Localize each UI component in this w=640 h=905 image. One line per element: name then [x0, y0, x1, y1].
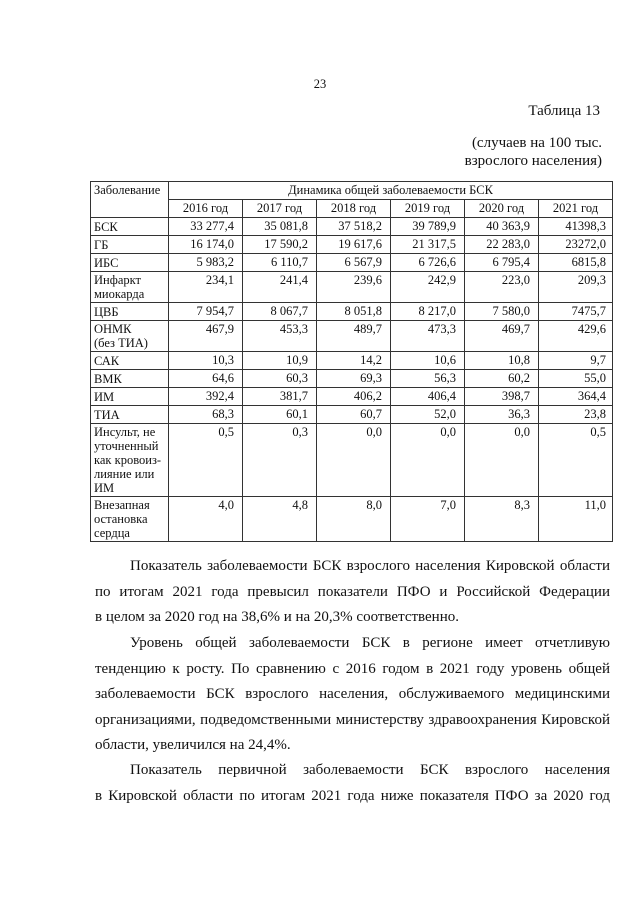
value-cell: 23,8 — [539, 406, 613, 424]
disease-name — [91, 303, 169, 321]
disease-name — [91, 497, 169, 542]
units-line-1: (случаев на 100 тыс. — [471, 135, 602, 151]
disease-name-line: САК — [94, 353, 120, 368]
disease-name-line: ЦВБ — [94, 304, 119, 319]
value-cell: 0,0 — [317, 424, 391, 497]
table-row — [91, 352, 613, 370]
header-year: 2017 год — [243, 200, 317, 218]
value-cell: 241,4 — [243, 272, 317, 303]
value-cell: 60,1 — [243, 406, 317, 424]
value-cell: 23272,0 — [539, 236, 613, 254]
disease-name-line: Инсульт, не — [94, 425, 156, 439]
value-cell: 19 617,6 — [317, 236, 391, 254]
value-cell: 0,5 — [169, 424, 243, 497]
disease-name-line: ИБС — [94, 255, 119, 270]
disease-name-line: миокарда — [94, 287, 145, 301]
disease-name — [91, 370, 169, 388]
table-row — [91, 218, 613, 236]
value-cell: 6 110,7 — [243, 254, 317, 272]
value-cell: 429,6 — [539, 321, 613, 352]
value-cell: 22 283,0 — [465, 236, 539, 254]
value-cell: 7 954,7 — [169, 303, 243, 321]
value-cell: 68,3 — [169, 406, 243, 424]
value-cell: 64,6 — [169, 370, 243, 388]
value-cell: 60,3 — [243, 370, 317, 388]
value-cell: 209,3 — [539, 272, 613, 303]
header-dynamics: Динамика общей заболеваемости БСК — [169, 182, 613, 200]
value-cell: 11,0 — [539, 497, 613, 542]
value-cell: 40 363,9 — [465, 218, 539, 236]
value-cell: 7,0 — [391, 497, 465, 542]
table-row — [91, 424, 613, 497]
value-cell: 469,7 — [465, 321, 539, 352]
paragraph-line: области, увеличился на 24,4%. — [95, 737, 291, 753]
disease-name-line: БСК — [94, 219, 118, 234]
disease-name-line: ИМ — [94, 389, 115, 404]
value-cell: 8,3 — [465, 497, 539, 542]
value-cell: 4,0 — [169, 497, 243, 542]
value-cell: 381,7 — [243, 388, 317, 406]
units-line-2: взрослого населения) — [464, 153, 602, 169]
disease-name-line: ОНМК — [94, 322, 132, 336]
value-cell: 6 726,6 — [391, 254, 465, 272]
value-cell: 398,7 — [465, 388, 539, 406]
disease-name — [91, 388, 169, 406]
disease-name — [91, 352, 169, 370]
disease-name — [91, 218, 169, 236]
disease-name-line: Инфаркт — [94, 273, 141, 287]
table-row — [91, 236, 613, 254]
header-disease: Заболевание — [91, 182, 169, 218]
value-cell: 37 518,2 — [317, 218, 391, 236]
table-row — [91, 254, 613, 272]
value-cell: 223,0 — [465, 272, 539, 303]
value-cell: 33 277,4 — [169, 218, 243, 236]
value-cell: 10,6 — [391, 352, 465, 370]
disease-name-line: сердца — [94, 526, 130, 540]
table-row — [91, 303, 613, 321]
value-cell: 10,3 — [169, 352, 243, 370]
disease-name-line: ИМ — [94, 481, 115, 495]
paragraph-line: по итогам 2021 года превысил показатели ПФО и Российской Федерации — [95, 583, 610, 600]
paragraph-line: организациями, подведомственными министерству здравоохранения Кировской — [95, 711, 610, 728]
disease-name — [91, 236, 169, 254]
paragraph-line — [95, 631, 610, 657]
value-cell: 7475,7 — [539, 303, 613, 321]
value-cell: 242,9 — [391, 272, 465, 303]
disease-name-line: ГБ — [94, 237, 109, 252]
value-cell: 41398,3 — [539, 218, 613, 236]
table-row — [91, 497, 613, 542]
value-cell: 0,3 — [243, 424, 317, 497]
value-cell: 392,4 — [169, 388, 243, 406]
value-cell: 364,4 — [539, 388, 613, 406]
disease-name-line: уточненный — [94, 439, 159, 453]
disease-name-line: (без ТИА) — [94, 336, 148, 350]
paragraph-line: тенденцию к росту. По сравнению с 2016 годом в 2021 году уровень общей — [95, 660, 610, 677]
disease-name-line: ВМК — [94, 371, 122, 386]
paragraph-line: заболеваемости БСК взрослого населения, обслуживаемого медицинскими — [95, 686, 610, 702]
value-cell: 10,8 — [465, 352, 539, 370]
value-cell: 473,3 — [391, 321, 465, 352]
header-year: 2021 год — [539, 200, 613, 218]
table-label: Таблица 13 — [528, 103, 600, 119]
value-cell: 17 590,2 — [243, 236, 317, 254]
value-cell: 52,0 — [391, 406, 465, 424]
value-cell: 239,6 — [317, 272, 391, 303]
value-cell: 60,2 — [465, 370, 539, 388]
paragraph-1 — [95, 554, 610, 631]
value-cell: 4,8 — [243, 497, 317, 542]
paragraph-line: в целом за 2020 год на 38,6% и на 20,3% соответственно. — [95, 609, 459, 625]
value-cell: 16 174,0 — [169, 236, 243, 254]
value-cell: 7 580,0 — [465, 303, 539, 321]
disease-name-line: лияние или — [94, 467, 155, 481]
header-year: 2018 год — [317, 200, 391, 218]
header-year: 2019 год — [391, 200, 465, 218]
table-row — [91, 272, 613, 303]
table-row — [91, 406, 613, 424]
morbidity-table — [90, 181, 613, 542]
value-cell: 0,5 — [539, 424, 613, 497]
value-cell: 8 051,8 — [317, 303, 391, 321]
value-cell: 406,2 — [317, 388, 391, 406]
table-units — [402, 134, 602, 170]
paragraph-line: в Кировской области по итогам 2021 года ниже показателя ПФО за 2020 год — [95, 787, 610, 804]
value-cell: 8 217,0 — [391, 303, 465, 321]
header-year: 2020 год — [465, 200, 539, 218]
disease-name — [91, 406, 169, 424]
value-cell: 8 067,7 — [243, 303, 317, 321]
disease-name — [91, 321, 169, 352]
value-cell: 6 567,9 — [317, 254, 391, 272]
value-cell: 35 081,8 — [243, 218, 317, 236]
value-cell: 489,7 — [317, 321, 391, 352]
value-cell: 5 983,2 — [169, 254, 243, 272]
value-cell: 0,0 — [391, 424, 465, 497]
disease-name — [91, 424, 169, 497]
value-cell: 39 789,9 — [391, 218, 465, 236]
value-cell: 21 317,5 — [391, 236, 465, 254]
table-row — [91, 370, 613, 388]
paragraph-line-text: Показатель заболеваемости БСК взрослого населения Кировской области — [130, 558, 610, 574]
header-year: 2016 год — [169, 200, 243, 218]
table-years-row — [91, 200, 613, 218]
disease-name-line: ТИА — [94, 407, 120, 422]
paragraph-line — [95, 758, 610, 784]
paragraph-2 — [95, 631, 610, 759]
value-cell: 6 795,4 — [465, 254, 539, 272]
paragraph-line — [95, 554, 610, 580]
paragraph-3 — [95, 758, 610, 809]
table-row — [91, 388, 613, 406]
disease-name-line: как кровоиз- — [94, 453, 162, 467]
value-cell: 36,3 — [465, 406, 539, 424]
paragraph-line-text: Показатель первичной заболеваемости БСК взрослого населения — [130, 762, 610, 778]
disease-name-line: Внезапная — [94, 498, 150, 512]
value-cell: 6815,8 — [539, 254, 613, 272]
value-cell: 60,7 — [317, 406, 391, 424]
table-row — [91, 321, 613, 352]
value-cell: 234,1 — [169, 272, 243, 303]
value-cell: 9,7 — [539, 352, 613, 370]
value-cell: 8,0 — [317, 497, 391, 542]
value-cell: 467,9 — [169, 321, 243, 352]
paragraph-line-text: Уровень общей заболеваемости БСК в регионе имеет отчетливую — [130, 635, 610, 651]
value-cell: 453,3 — [243, 321, 317, 352]
value-cell: 0,0 — [465, 424, 539, 497]
value-cell: 10,9 — [243, 352, 317, 370]
value-cell: 55,0 — [539, 370, 613, 388]
page-number: 23 — [313, 77, 327, 91]
table-header-row — [91, 182, 613, 200]
disease-name — [91, 254, 169, 272]
value-cell: 56,3 — [391, 370, 465, 388]
value-cell: 14,2 — [317, 352, 391, 370]
value-cell: 406,4 — [391, 388, 465, 406]
disease-name — [91, 272, 169, 303]
disease-name-line: остановка — [94, 512, 148, 526]
value-cell: 69,3 — [317, 370, 391, 388]
